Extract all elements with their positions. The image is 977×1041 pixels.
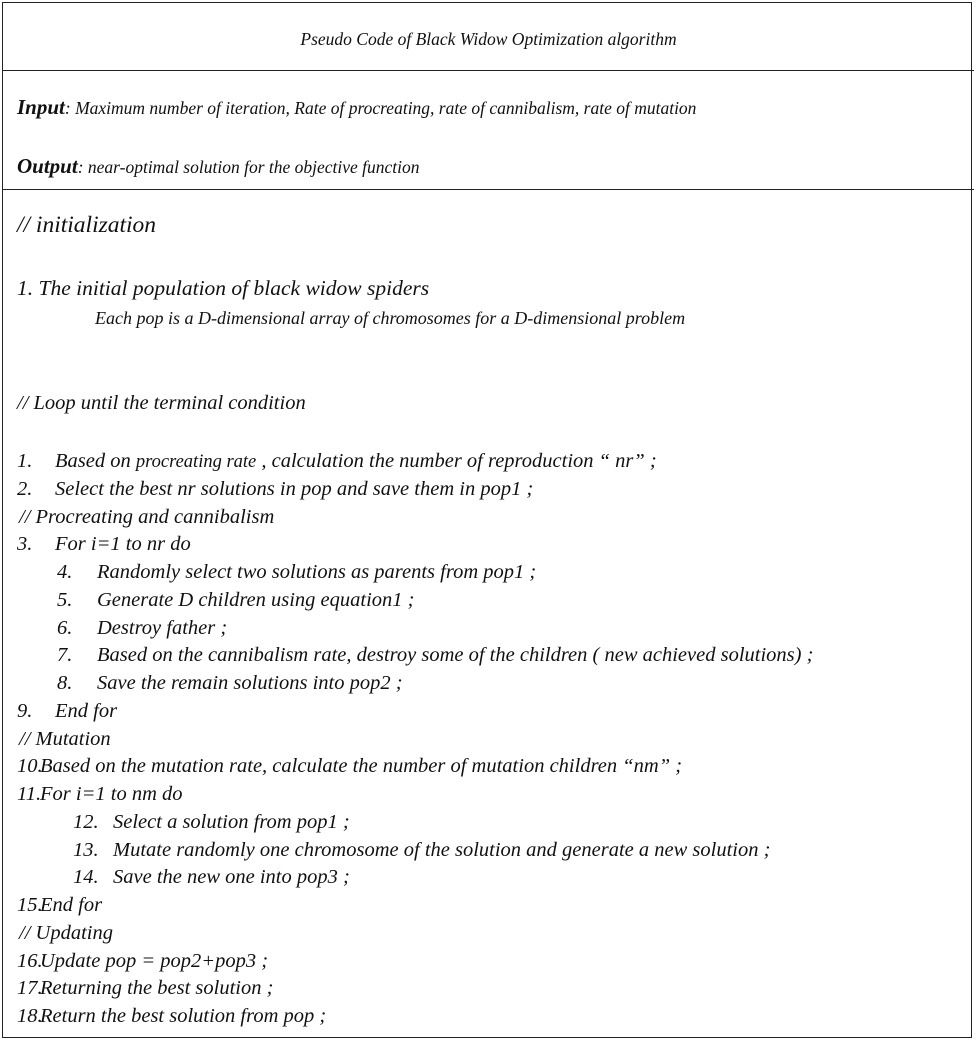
line-text: For i=1 to nr do xyxy=(55,533,191,556)
line-number: 7. xyxy=(57,644,73,667)
line-text: // Mutation xyxy=(19,727,111,750)
line-number: 14. xyxy=(73,866,99,889)
line-number: 9. xyxy=(17,699,33,722)
line-text: // Updating xyxy=(19,921,113,944)
line-text: Mutate randomly one chromosome of the solution and generate a new solution ; xyxy=(113,838,771,861)
line-text: Return the best solution from pop ; xyxy=(40,1005,327,1027)
line-number: 6. xyxy=(57,616,73,639)
divider xyxy=(2,189,974,190)
line-text: Generate D children using equation1 ; xyxy=(97,588,415,611)
init-note: Each pop is a D-dimensional array of chromosomes for a D-dimensional problem xyxy=(95,308,686,328)
input-text: : Maximum number of iteration, Rate of procreating, rate of cannibalism, rate of mutation xyxy=(64,98,697,118)
line-number: 3. xyxy=(17,533,33,556)
output-line xyxy=(17,156,420,177)
line-number: 15. xyxy=(17,894,43,916)
line-text: End for xyxy=(40,894,103,916)
line-text xyxy=(55,451,657,472)
loop-comment: // Loop until the terminal condition xyxy=(17,392,306,414)
line-number: 12. xyxy=(73,810,99,833)
line-text: Randomly select two solutions as parents from pop1 ; xyxy=(97,561,537,583)
init-step: 1. The initial population of black widow spiders xyxy=(17,276,430,300)
line-text: Save the remain solutions into pop2 ; xyxy=(97,672,403,694)
line-text: Based on the mutation rate, calculate the number of mutation children “nm” ; xyxy=(40,755,683,778)
line-text: For i=1 to nm do xyxy=(40,783,183,805)
line-number: 10. xyxy=(17,755,43,778)
line-number: 18. xyxy=(17,1005,43,1027)
output-text: : near-optimal solution for the objective function xyxy=(77,157,420,177)
line-text: Returning the best solution ; xyxy=(40,977,274,1000)
line-text-part: Based on xyxy=(55,450,136,472)
input-line xyxy=(17,97,696,118)
line-number: 1. xyxy=(17,450,33,472)
line-number: 2. xyxy=(17,477,33,500)
input-label: Input xyxy=(17,95,65,119)
line-text: // Procreating and cannibalism xyxy=(19,505,275,528)
line-number: 5. xyxy=(57,588,73,611)
line-number: 8. xyxy=(57,672,73,694)
line-text-part: procreating rate xyxy=(135,452,257,472)
line-text: Save the new one into pop3 ; xyxy=(113,866,350,889)
line-text: Update pop = pop2+pop3 ; xyxy=(40,949,269,972)
output-label: Output xyxy=(17,154,78,178)
line-text: Select the best nr solutions in pop and save them in pop1 ; xyxy=(55,477,534,500)
algorithm-title: Pseudo Code of Black Widow Optimization algorithm xyxy=(300,29,677,49)
line-number: 17. xyxy=(17,977,43,1000)
line-number: 13. xyxy=(73,838,99,861)
line-text: Destroy father ; xyxy=(97,616,228,639)
line-text: End for xyxy=(55,699,118,722)
line-number: 11. xyxy=(17,783,42,805)
divider xyxy=(2,70,974,71)
init-comment: // initialization xyxy=(17,212,157,238)
line-text-part: , calculation the number of reproduction “ nr” ; xyxy=(256,450,657,472)
line-number: 16. xyxy=(17,949,43,972)
line-number: 4. xyxy=(57,561,73,583)
line-text: Select a solution from pop1 ; xyxy=(113,810,350,833)
line-text: Based on the cannibalism rate, destroy some of the children ( new achieved solutions) ; xyxy=(97,644,814,667)
